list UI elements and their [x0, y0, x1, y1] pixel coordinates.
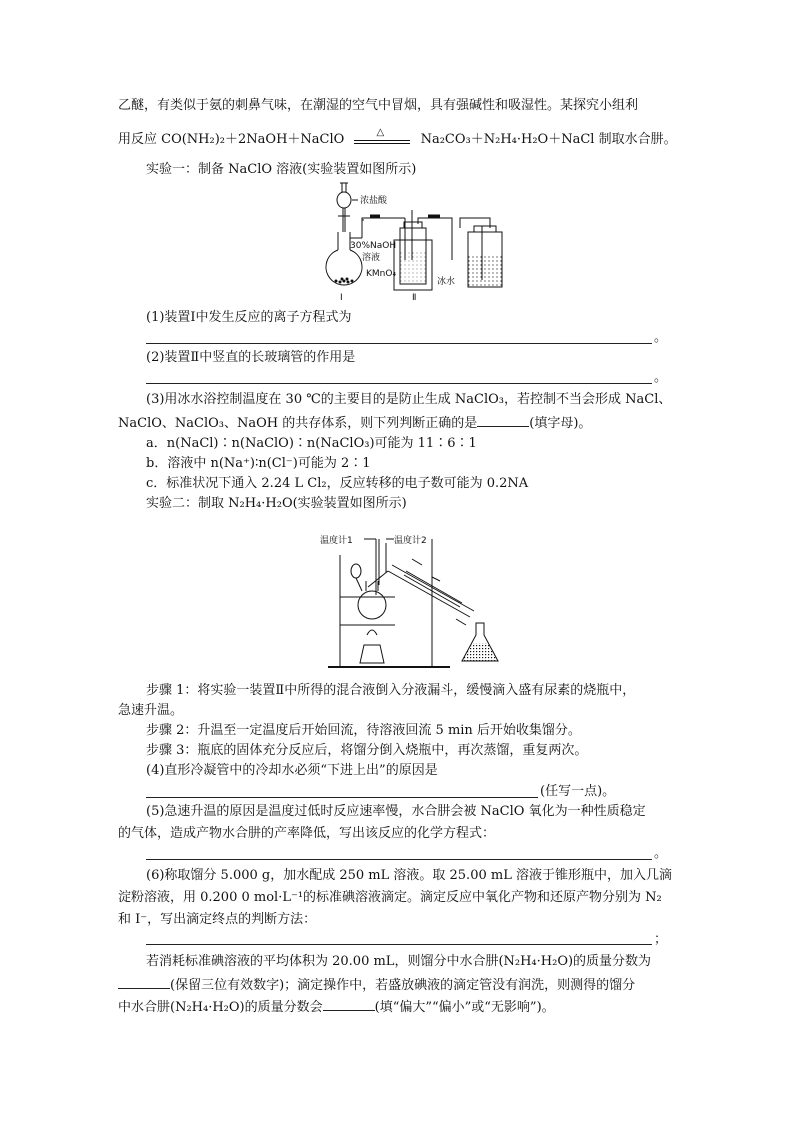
q6-line-2: 淀粉溶液，用 0.200 0 mol·L⁻¹的标准碘溶液滴定。滴定反应中氧化产物和还原产物分别为 N₂: [118, 890, 662, 905]
alcohol-lamp-icon: [360, 645, 384, 663]
q3-line-2-post: (填字母)。: [529, 416, 592, 431]
reaction-reactants: 用反应 CO(NH₂)₂＋2NaOH＋NaClO: [118, 132, 345, 147]
reaction-condition-arrow: [354, 126, 410, 147]
label-device-2: Ⅱ: [412, 293, 417, 303]
q1-answer-line[interactable]: [146, 343, 652, 344]
q4-answer-line[interactable]: [146, 797, 538, 798]
q4-text: (4)直形冷凝管中的冷却水必须“下进上出”的原因是: [146, 763, 438, 778]
q5-line-1: (5)急速升温的原因是温度过低时反应速率慢，水合肼会被 NaClO 氧化为一种性质稳定: [146, 804, 646, 819]
label-thermometer-2: 温度计2: [394, 536, 427, 546]
dropping-funnel-icon: [351, 564, 361, 578]
reaction-products: Na₂CO₃＋N₂H₄·H₂O＋NaCl 制取水合肼。: [420, 132, 677, 147]
q6-mass-fraction-blank[interactable]: [118, 976, 170, 989]
label-kmno4: KMnO₄: [366, 269, 397, 279]
condenser-icon: [388, 565, 474, 617]
q6-line-6-post: (填“偏大”“偏小”或“无影响”)。: [374, 1000, 555, 1015]
label-ice-water: 冰水: [437, 277, 456, 287]
exp2-title: 实验二：制取 N₂H₄·H₂O(实验装置如图所示): [146, 496, 407, 511]
separatory-funnel-icon: [337, 183, 358, 232]
three-neck-flask-icon: [358, 591, 386, 619]
q6-line-1: (6)称取馏分 5.000 g，加水配成 250 mL 溶液。取 25.00 mL 溶液于锥形瓶中，加入几滴: [146, 868, 672, 883]
step-2: 步骤 2：升温至一定温度后开始回流，待溶液回流 5 min 后开始收集馏分。: [146, 723, 581, 738]
q3-answer-blank[interactable]: [477, 414, 529, 427]
q6-line-4: 若消耗标准碘溶液的平均体积为 20.00 mL，则馏分中水合肼(N₂H₄·H₂O)的质量分数为: [146, 954, 652, 969]
kmno4-solid: [335, 278, 354, 284]
q3-line-1: (3)用冰水浴控制温度在 30 ℃的主要目的是防止生成 NaClO₃，若控制不当会形成 NaCl、: [146, 392, 672, 407]
q3-line-2: [118, 414, 591, 432]
q3-option-b: b．溶液中 n(Na⁺)∶n(Cl⁻)可能为 2∶1: [146, 456, 371, 471]
q1-end: 。: [654, 330, 668, 345]
step-3: 步骤 3：瓶底的固体充分反应后，将馏分倒入烧瓶中，再次蒸馏，重复两次。: [146, 743, 588, 758]
q5-line-2: 的气体，造成产物水合肼的产率降低，写出该反应的化学方程式：: [118, 826, 496, 841]
q6-line-6: [118, 998, 555, 1016]
intro-line-1: 乙醚，有类似于氨的刺鼻气味，在潮湿的空气中冒烟，具有强碱性和吸湿性。某探究小组利: [118, 98, 639, 113]
label-naoh-1: 30%NaOH: [350, 241, 397, 251]
q6-line-6-pre: 中水合肼(N₂H₄·H₂O)的质量分数会: [118, 1000, 323, 1015]
round-flask-icon: [326, 232, 362, 285]
q3-option-a: a．n(NaCl)∶n(NaClO)∶n(NaClO₃)可能为 11∶6∶1: [146, 436, 477, 451]
q6-answer-line[interactable]: [146, 944, 652, 945]
label-acid: 浓盐酸: [360, 196, 388, 206]
label-thermometer-1: 温度计1: [320, 536, 353, 546]
label-naoh-2: 溶液: [362, 253, 381, 263]
exp1-apparatus-figure: [300, 180, 520, 305]
q3-option-c: c．标准状况下通入 2.24 L Cl₂，反应转移的电子数可能为 0.2NA: [146, 476, 529, 491]
intro-line-2: [118, 126, 677, 148]
q1-text: (1)装置Ⅰ中发生反应的离子方程式为: [146, 310, 352, 325]
q6-line-3: 和 I⁻，写出滴定终点的判断方法：: [118, 912, 317, 927]
q5-answer-line[interactable]: [146, 859, 652, 860]
step-1-line-2: 急速升温。: [118, 703, 184, 718]
naoh-solution: [400, 252, 426, 284]
q4-end: (任写一点)。: [540, 784, 616, 799]
heat-symbol: △: [376, 126, 385, 138]
exp1-title: 实验一：制备 NaClO 溶液(实验装置如图所示): [146, 162, 417, 177]
q2-end: 。: [654, 370, 668, 385]
exp2-apparatus-figure: [320, 525, 520, 675]
q5-end: 。: [654, 846, 668, 861]
q6-line-5-post: (保留三位有效数字)；滴定操作中，若盛放碘液的滴定管没有润洗，则测得的馏分: [170, 978, 636, 993]
q6-line-5: [118, 976, 635, 994]
q3-line-2-pre: NaClO、NaClO₃、NaOH 的共存体系，则下列判断正确的是: [118, 416, 478, 431]
label-device-1: Ⅰ: [340, 293, 343, 303]
step-1-line-1: 步骤 1：将实验一装置Ⅱ中所得的混合液倒入分液漏斗，缓慢滴入盛有尿素的烧瓶中，: [146, 683, 636, 698]
q2-answer-line[interactable]: [146, 383, 652, 384]
q6-end-1: ；: [654, 932, 668, 947]
q6-effect-blank[interactable]: [323, 998, 375, 1011]
q2-text: (2)装置Ⅱ中竖直的长玻璃管的作用是: [146, 350, 356, 365]
